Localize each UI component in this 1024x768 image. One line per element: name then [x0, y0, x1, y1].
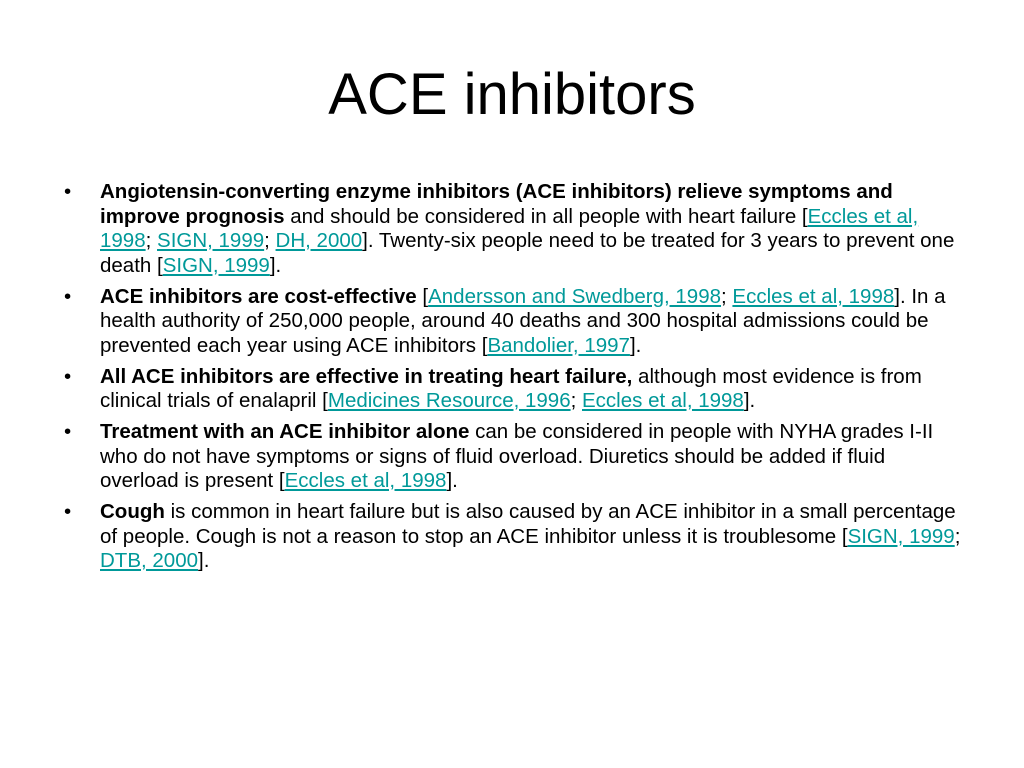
bullet-bold-text: Treatment with an ACE inhibitor alone — [100, 420, 470, 443]
bullet-icon: • — [64, 364, 72, 388]
bullet-bold-text: Angiotensin-converting enzyme inhibitors (ACE inhibitors) relieve symptoms and improve prognosis — [100, 180, 893, 228]
bullet-bold-text: All ACE inhibitors are effective in treating heart failure, — [100, 364, 633, 388]
bullet-bold-text: ACE inhibitors are cost-effective — [100, 284, 417, 308]
bullet-text: ]. — [743, 389, 756, 412]
bullet-text: [ — [416, 284, 429, 308]
citation-link[interactable]: Eccles et al, 1998 — [582, 389, 744, 412]
bullet-list — [62, 180, 962, 580]
bullet-text: is common in heart failure but is also caused by an ACE inhibitor in a small percentage of people. Cough is not a reason to stop an ACE inhibitor unless it is troublesome [ — [100, 500, 956, 548]
citation-link[interactable]: Andersson and Swedberg, 1998 — [428, 284, 722, 308]
citation-link[interactable]: Eccles et al, 1998 — [100, 204, 919, 252]
bullet-item — [62, 420, 962, 494]
bullet-item — [62, 365, 962, 414]
citation-separator: ; — [570, 389, 582, 412]
bullet-icon: • — [64, 420, 72, 443]
citation-separator: ; — [145, 229, 158, 252]
bullet-bold-text: Cough — [100, 500, 165, 523]
citation-link[interactable]: SIGN, 1999 — [157, 229, 265, 252]
citation-link[interactable]: DTB, 2000 — [100, 549, 198, 572]
citation-link[interactable]: DH, 2000 — [275, 229, 363, 252]
bullet-text: and should be considered in all people with heart failure [ — [284, 204, 808, 228]
citation-separator: ; — [954, 524, 961, 548]
bullet-icon: • — [64, 284, 72, 308]
citation-link[interactable]: Bandolier, 1997 — [487, 333, 630, 357]
citation-link[interactable]: SIGN, 1999 — [162, 253, 270, 277]
citation-link[interactable]: SIGN, 1999 — [847, 524, 955, 548]
bullet-text: ]. In a health authority of 250,000 people, around 40 deaths and 300 hospital admissions could be prevented each year using ACE inhibitors [ — [100, 284, 946, 357]
slide-title: ACE inhibitors — [328, 62, 696, 127]
bullet-text: ]. — [198, 549, 210, 572]
bullet-text: ]. — [446, 469, 458, 492]
citation-link[interactable]: Eccles et al, 1998 — [732, 284, 895, 308]
bullet-text: ]. Twenty-six people need to be treated for 3 years to prevent one death [ — [100, 229, 955, 277]
citation-link[interactable]: Eccles et al, 1998 — [284, 469, 447, 492]
citation-separator: ; — [264, 229, 276, 252]
bullet-icon: • — [64, 180, 72, 203]
bullet-item — [62, 180, 962, 278]
bullet-text: can be considered in people with NYHA grades I-II who do not have symptoms or signs of fluid overload. Diuretics should be added if fluid overload is present [ — [100, 420, 934, 492]
bullet-text: ]. — [269, 253, 282, 277]
bullet-text: although most evidence is from clinical trials of enalapril [ — [100, 364, 922, 412]
citation-separator: ; — [721, 284, 733, 308]
citation-link[interactable]: Medicines Resource, 1996 — [327, 389, 571, 412]
bullet-text: ]. — [629, 333, 642, 357]
bullet-icon: • — [64, 500, 72, 523]
bullet-item — [62, 285, 962, 359]
bullet-item — [62, 500, 962, 574]
